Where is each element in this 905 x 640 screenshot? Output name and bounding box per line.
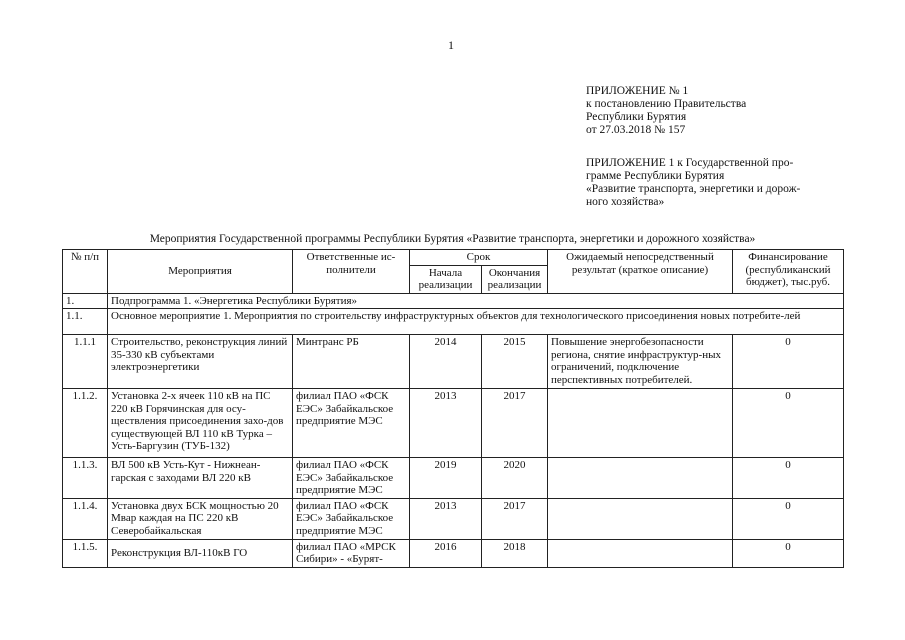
header-result: Ожидаемый непосредственный результат (краткое описание) (548, 250, 733, 294)
row-result (548, 389, 733, 458)
table-row (63, 335, 844, 389)
row-start: 2013 (410, 498, 482, 539)
row-responsible: филиал ПАО «ФСК ЕЭС» Забайкальское предприятие МЭС (293, 458, 410, 499)
row-end: 2017 (482, 389, 548, 458)
appendix-1-line: ПРИЛОЖЕНИЕ № 1 (586, 85, 689, 97)
section-title: Подпрограмма 1. «Энергетика Республики Бурятия» (108, 293, 844, 309)
row-end: 2018 (482, 539, 548, 567)
row-finance: 0 (733, 389, 844, 458)
appendix-2-line: ного хозяйства» (586, 196, 665, 208)
row-responsible: филиал ПАО «ФСК ЕЭС» Забайкальское предприятие МЭС (293, 389, 410, 458)
row-event: Реконструкция ВЛ-110кВ ГО (108, 539, 293, 567)
appendix-1-line: от 27.03.2018 № 157 (586, 124, 686, 136)
header-term: Срок (410, 250, 548, 266)
row-num: 1.1.3. (63, 458, 108, 499)
page-number: 1 (448, 38, 454, 52)
table-row (63, 539, 844, 567)
appendix-2-block (586, 157, 800, 209)
row-responsible: Минтранс РБ (293, 335, 410, 389)
row-end: 2017 (482, 498, 548, 539)
row-event: Строительство, реконструкция линий 35-330 кВ субъектами электроэнергетики (108, 335, 293, 389)
row-start: 2019 (410, 458, 482, 499)
header-num: № п/п (63, 250, 108, 294)
row-event: ВЛ 500 кВ Усть-Кут - Нижнеан-гарская с заходами ВЛ 220 кВ (108, 458, 293, 499)
row-event: Установка 2-х ячеек 110 кВ на ПС 220 кВ Горячинская для осу-ществления присоединения захо-дов существующей ВЛ 110 кВ Турка – Усть-Баргузин (ТУБ-132) (108, 389, 293, 458)
row-num: 1.1.4. (63, 498, 108, 539)
row-end: 2015 (482, 335, 548, 389)
row-num: 1.1.2. (63, 389, 108, 458)
table-row (63, 498, 844, 539)
row-event: Установка двух БСК мощностью 20 Мвар каждая на ПС 220 кВ Северобайкальская (108, 498, 293, 539)
header-end: Окончания реализации (482, 265, 548, 293)
row-start: 2013 (410, 389, 482, 458)
row-result (548, 539, 733, 567)
section-num: 1. (63, 293, 108, 309)
appendix-1-line: к постановлению Правительства (586, 98, 747, 110)
header-event: Мероприятия (108, 250, 293, 294)
subsection-row (63, 309, 844, 335)
events-table (62, 249, 844, 568)
row-result: Повышение энергобезопасности региона, снятие инфраструктур-ных ограничений, подключение перспективных потребителей. (548, 335, 733, 389)
subsection-title: Основное мероприятие 1. Мероприятия по строительству инфраструктурных объектов для технологического присоединения новых потребите-лей (108, 309, 844, 335)
row-start: 2016 (410, 539, 482, 567)
row-result (548, 458, 733, 499)
row-finance: 0 (733, 539, 844, 567)
row-finance: 0 (733, 498, 844, 539)
header-start: Начала реализации (410, 265, 482, 293)
table-row (63, 458, 844, 499)
document-title: Мероприятия Государственной программы Республики Бурятия «Развитие транспорта, энергетики и дорожного хозяйства» (149, 233, 756, 245)
row-result (548, 498, 733, 539)
appendix-1-block (586, 85, 746, 137)
row-num: 1.1.1 (63, 335, 108, 389)
appendix-2-line: грамме Республики Бурятия (586, 170, 725, 182)
row-finance: 0 (733, 335, 844, 389)
appendix-2-line: «Развитие транспорта, энергетики и дорож- (586, 183, 801, 195)
row-responsible: филиал ПАО «ФСК ЕЭС» Забайкальское предприятие МЭС (293, 498, 410, 539)
header-responsible: Ответственные ис-полнители (293, 250, 410, 294)
subsection-num: 1.1. (63, 309, 108, 335)
row-end: 2020 (482, 458, 548, 499)
row-start: 2014 (410, 335, 482, 389)
header-finance: Финансирование (республиканский бюджет), тыс.руб. (733, 250, 844, 294)
section-row (63, 293, 844, 309)
row-responsible: филиал ПАО «МРСК Сибири» - «Бурят- (293, 539, 410, 567)
row-num: 1.1.5. (63, 539, 108, 567)
header-row (63, 250, 844, 266)
appendix-1-line: Республики Бурятия (586, 111, 687, 123)
appendix-2-line: ПРИЛОЖЕНИЕ 1 к Государственной про- (586, 157, 794, 169)
table-row (63, 389, 844, 458)
row-finance: 0 (733, 458, 844, 499)
